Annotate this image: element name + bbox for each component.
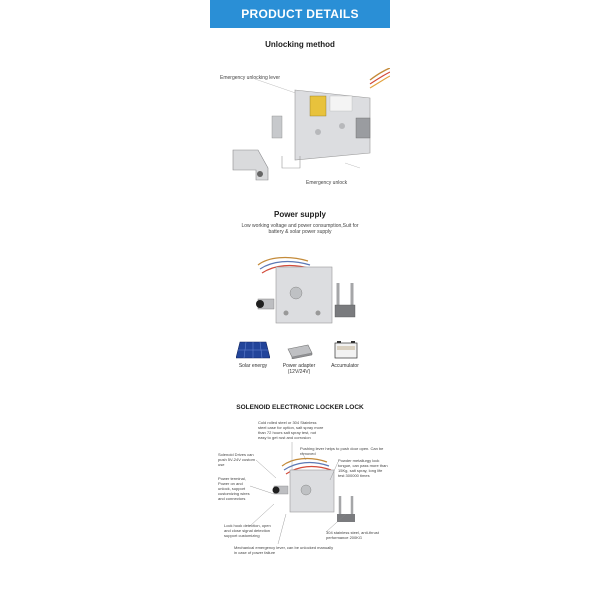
callout-solenoid: Solenoid Drives can push 5V-24V custom use [218, 452, 255, 467]
callout-stainless: 304 stainless steel, anti-thrust performance 200KG [326, 530, 379, 540]
callout-detection: Lock hook detection, open and close signal detection support customizing [224, 523, 271, 538]
callout-terminal: Power terminal, Power on and unlock, support customizing wires and connectors [218, 476, 250, 501]
solar-panel-icon [236, 340, 270, 360]
callout-shell: Cold rolled steel or 304 Stainless steel case for option, salt spray more than 72 hours salt spray test, not easy to get rust and corrosion [258, 420, 324, 440]
power-adapter-label: Power adapter (12V/24V) [282, 363, 316, 375]
callout-mechanical: Mechanical emergency lever, can be unlocked manually in case of power failure [234, 545, 334, 555]
solenoid-lock-title: SOLENOID ELECTRONIC LOCKER LOCK [236, 404, 364, 411]
solar-energy-label: Solar energy [238, 363, 268, 369]
power-adapter-icon [286, 343, 314, 359]
callout-spring: Pushing lever helps to push door open. Can be removed [300, 446, 384, 456]
callout-lines [210, 400, 390, 600]
callout-tongue: Powder metallurgy lock tongue, can pass more than 15Kg, salt spray, long life test 300000 times [338, 458, 388, 478]
power-lock-image [238, 255, 358, 335]
unlock-lock-image [230, 68, 390, 193]
power-supply-title: Power supply [273, 210, 326, 219]
power-supply-subtitle: Low working voltage and power consumption,Suit for battery & solar power supply [241, 223, 359, 235]
accumulator-label: Accumulator [331, 363, 359, 369]
accumulator-icon [334, 341, 358, 359]
emergency-lever-label: Emergency unlocking lever [220, 75, 281, 81]
emergency-unlock-label: Emergency unlock [306, 180, 348, 186]
product-details-strip [210, 0, 390, 600]
unlocking-method-title: Unlocking method [265, 40, 335, 49]
product-details-banner: PRODUCT DETAILS [210, 0, 390, 28]
